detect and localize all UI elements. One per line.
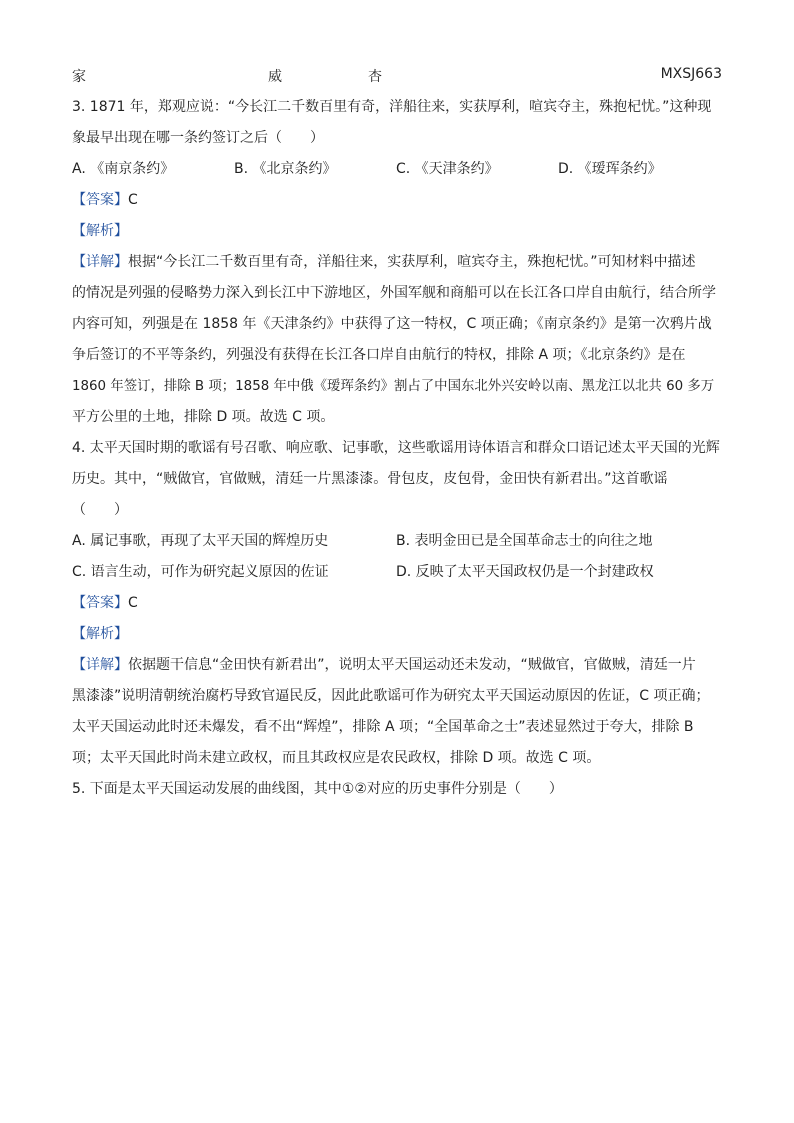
q4-detail-tag: 【详解】 [72, 657, 128, 673]
q4-option-c: C. 语言生动，可作为研究起义原因的佐证 [72, 564, 329, 580]
q3-option-c: C. 《天津条约》 [396, 161, 499, 177]
q4-detail-line-3: 太平天国运动此时还未爆发，看不出“辉煌”，排除 A 项；“全国革命之士”表述显然过于夸大，排除 B [72, 719, 694, 735]
q4-option-d: D. 反映了太平天国政权仍是一个封建政权 [396, 564, 654, 580]
q3-detail-tag: 【详解】 [72, 254, 128, 270]
header-mid-1: 威 [268, 69, 282, 85]
q3-detail-line-5: 1860 年签订，排除 B 项；1858 年中俄《瑷珲条约》割占了中国东北外兴安岭以南、黑龙江以北共 60 多万 [72, 379, 715, 394]
q3-answer-tag: 【答案】 [72, 192, 128, 208]
q4-detail-line-1 [72, 650, 724, 681]
q4-stem-line-2: 历史。其中，“贼做官，官做贼，清廷一片黑漆漆。骨包皮，皮包骨，金田快有新君出。”这首歌谣 [72, 471, 668, 487]
header-right: MXSJ663 [660, 66, 722, 82]
q3-options [72, 154, 724, 185]
q4-option-a: A. 属记事歌，再现了太平天国的辉煌历史 [72, 533, 329, 549]
q4-stem-line-3: （ ） [72, 502, 128, 518]
q3-stem-line-1: 3. 1871 年，郑观应说：“今长江二千数百里有奇，洋船往来，实获厚利，喧宾夺主，殊抱杞忧。”这种现 [72, 99, 712, 115]
header-left: 家 [72, 69, 86, 85]
q4-analysis-tag: 【解析】 [72, 626, 128, 642]
q3-detail-line-3: 内容可知，列强是在 1858 年《天津条约》中获得了这一特权，C 项正确；《南京条约》是第一次鸦片战 [72, 316, 712, 332]
q3-analysis [72, 216, 724, 247]
q3-detail-line-6: 平方公里的土地，排除 D 项。故选 C 项。 [72, 409, 335, 425]
q3-detail-line-2: 的情况是列强的侵略势力深入到长江中下游地区，外国军舰和商船可以在长江各口岸自由航行，结合所学 [72, 285, 716, 301]
q5-stem: 5. 下面是太平天国运动发展的曲线图，其中①②对应的历史事件分别是（ ） [72, 781, 563, 797]
q3-option-d: D. 《瑷珲条约》 [558, 161, 662, 177]
q3-detail-text-1: 根据“今长江二千数百里有奇，洋船往来，实获厚利，喧宾夺主，殊抱杞忧。”可知材料中描述 [128, 254, 696, 270]
q4-options-row-1 [72, 526, 724, 557]
q3-analysis-tag: 【解析】 [72, 223, 128, 239]
header-mid-2: 杏 [368, 69, 382, 85]
q3-answer [72, 185, 724, 216]
q4-detail-line-4: 项；太平天国此时尚未建立政权，而且其政权应是农民政权，排除 D 项。故选 C 项。 [72, 750, 601, 766]
q4-detail-line-2: 黑漆漆”说明清朝统治腐朽导致官逼民反，因此此歌谣可作为研究太平天国运动原因的佐证，C 项正确； [72, 688, 710, 704]
page-header [72, 66, 722, 86]
q3-option-a: A. 《南京条约》 [72, 161, 175, 177]
q4-answer [72, 588, 724, 619]
q4-options-row-2 [72, 557, 724, 588]
q3-detail-line-4: 争后签订的不平等条约，列强没有获得在长江各口岸自由航行的特权，排除 A 项；《北京条约》是在 [72, 347, 686, 363]
q4-detail-text-1: 依据题干信息“金田快有新君出”，说明太平天国运动还未发动，“贼做官，官做贼，清廷一片 [128, 657, 696, 673]
q4-answer-value: C [128, 595, 138, 611]
q3-stem-line-2: 象最早出现在哪一条约签订之后（ ） [72, 130, 324, 146]
q3-detail-line-1 [72, 247, 724, 278]
q4-analysis [72, 619, 724, 650]
document-body [72, 92, 724, 805]
q4-stem-line-1: 4. 太平天国时期的歌谣有号召歌、响应歌、记事歌，这些歌谣用诗体语言和群众口语记述太平天国的光辉 [72, 440, 720, 456]
q4-answer-tag: 【答案】 [72, 595, 128, 611]
q3-option-b: B. 《北京条约》 [234, 161, 337, 177]
q4-option-b: B. 表明金田已是全国革命志士的向往之地 [396, 533, 653, 549]
q3-answer-value: C [128, 192, 138, 208]
